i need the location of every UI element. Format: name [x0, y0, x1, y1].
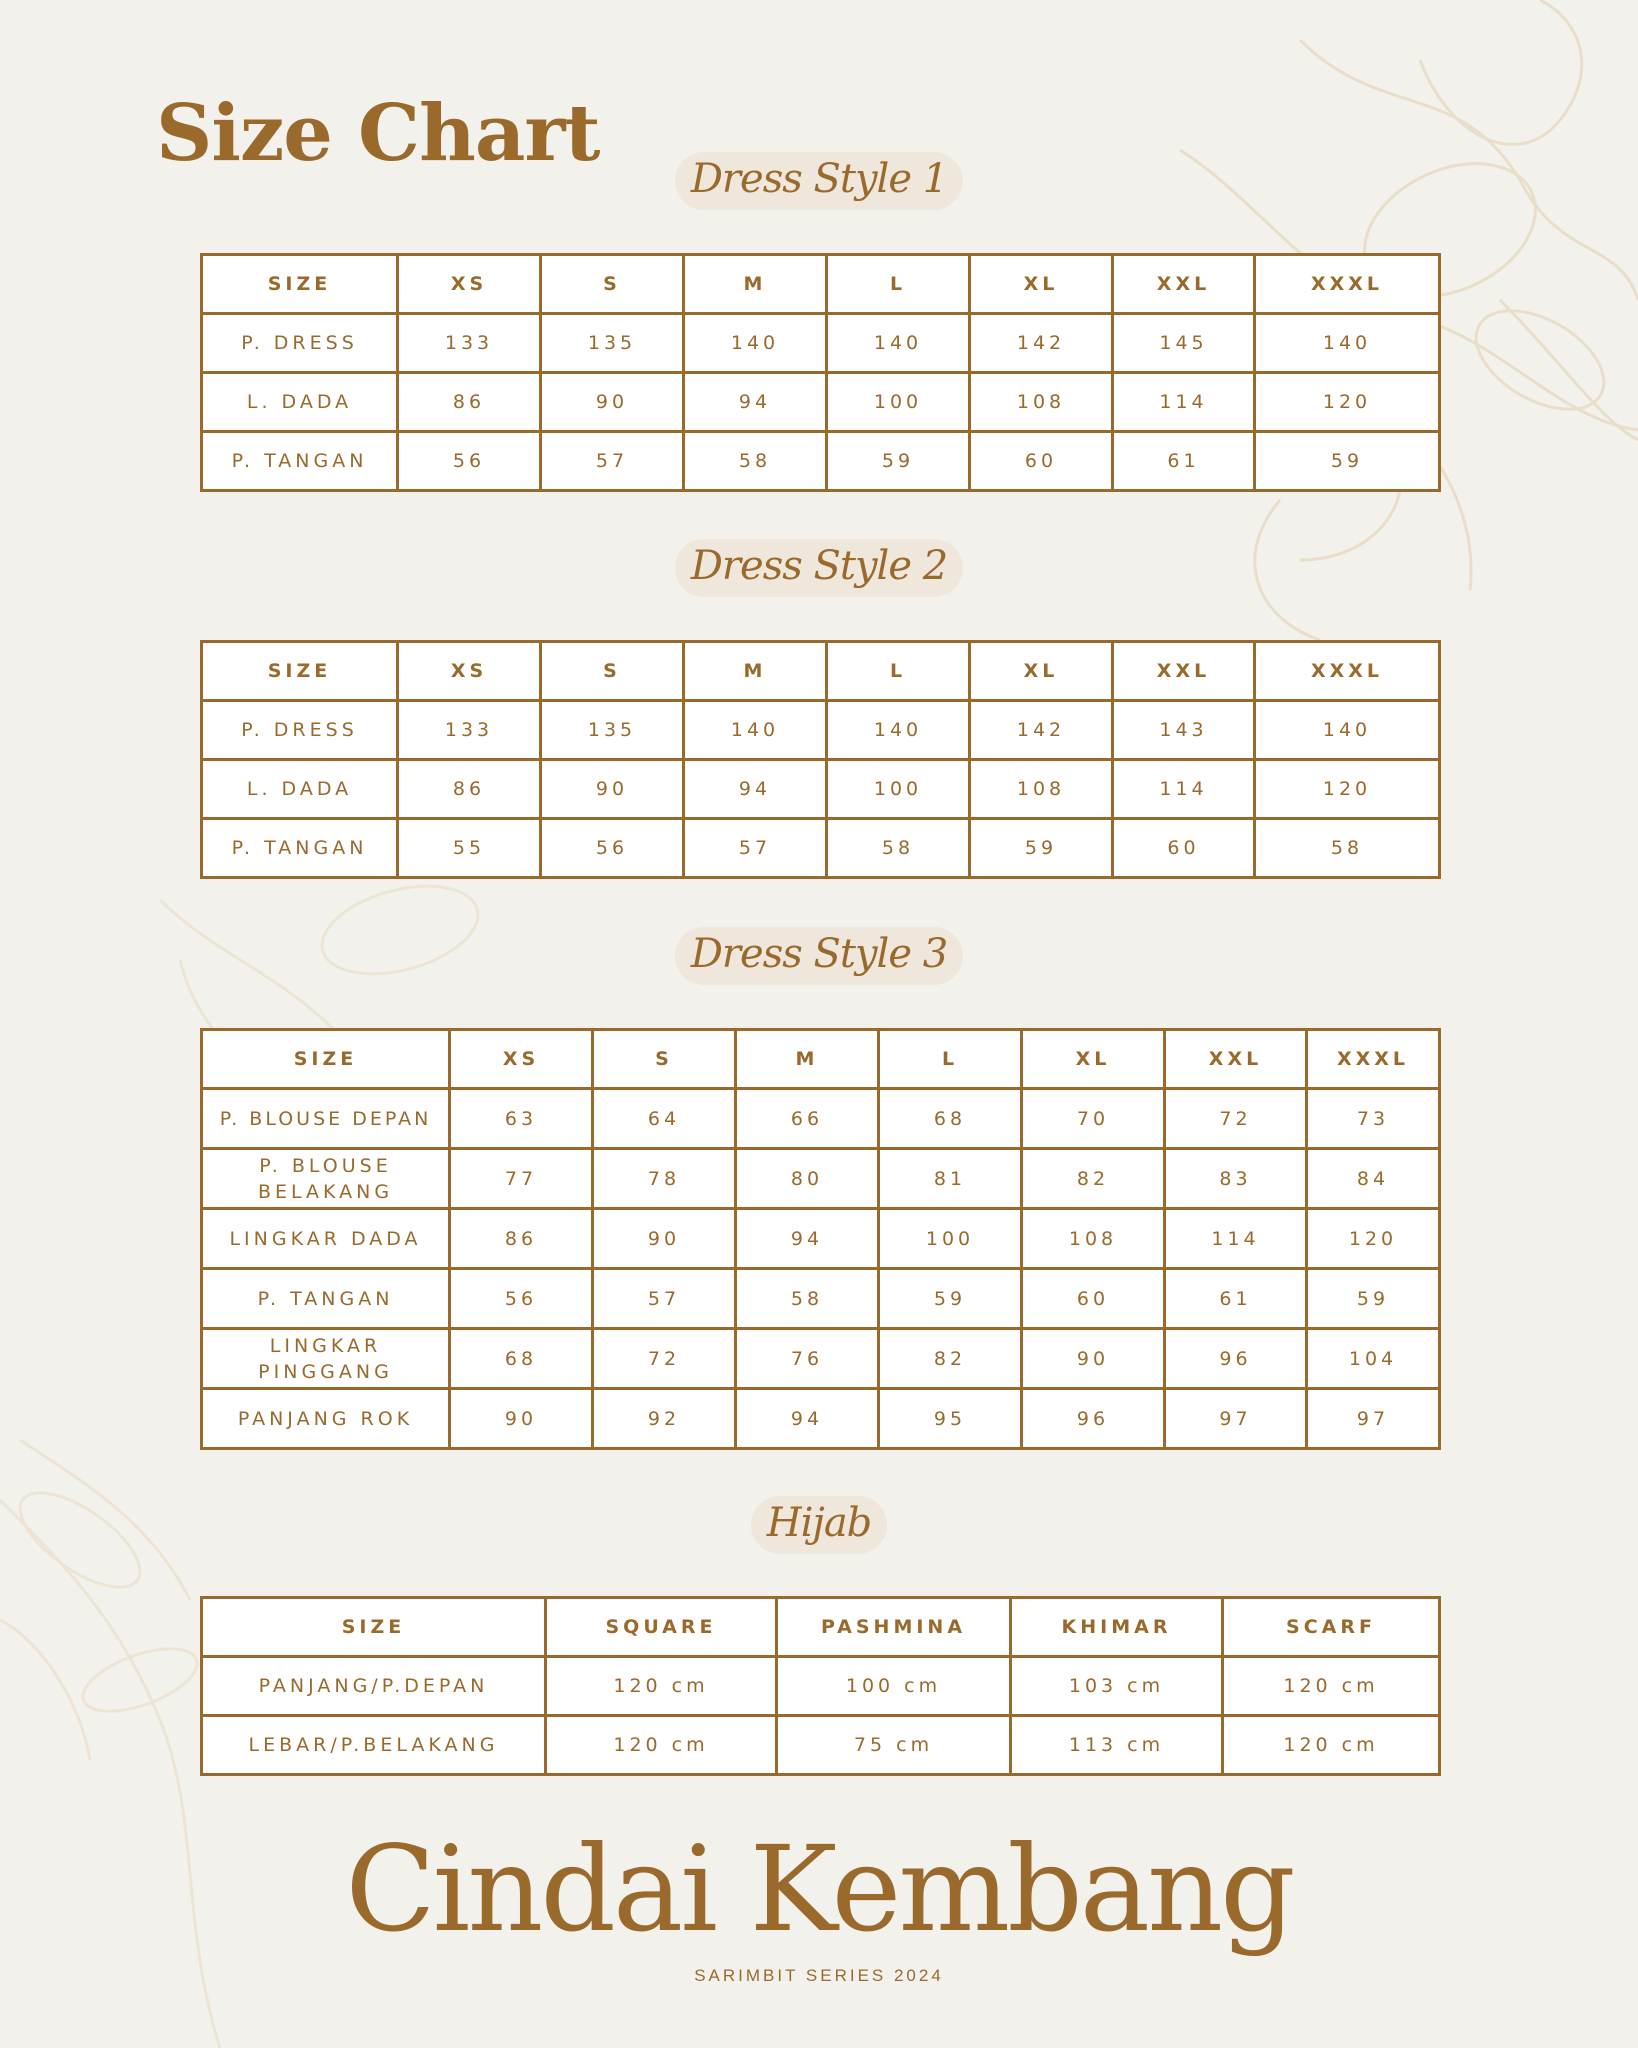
header-row	[202, 1030, 1440, 1089]
table-cell: 60	[1022, 1269, 1165, 1329]
table-cell: 120	[1255, 760, 1440, 819]
table-row	[202, 1389, 1440, 1449]
header-cell: SIZE	[202, 1030, 450, 1089]
series-subtitle: SARIMBIT SERIES 2024	[694, 1966, 944, 1985]
size-table-dress-style-3	[200, 1028, 1441, 1450]
table-cell: 86	[398, 373, 541, 432]
section-dress-style-3	[0, 927, 1638, 985]
table-cell: 57	[541, 432, 684, 491]
section-dress-style-1	[0, 152, 1638, 210]
table-row	[202, 1716, 1440, 1775]
header-row	[202, 642, 1440, 701]
table-cell: 90	[450, 1389, 593, 1449]
header-cell: S	[541, 642, 684, 701]
table-row	[202, 760, 1440, 819]
table-cell: 96	[1165, 1329, 1307, 1389]
table-cell: 94	[736, 1209, 879, 1269]
table-cell: 86	[398, 760, 541, 819]
table-cell: 82	[879, 1329, 1022, 1389]
header-cell: XXL	[1113, 642, 1255, 701]
row-label: LINGKAR PINGGANG	[202, 1329, 450, 1389]
table-cell: 86	[450, 1209, 593, 1269]
table-cell: 104	[1307, 1329, 1440, 1389]
table-row	[202, 1269, 1440, 1329]
table-cell: 142	[970, 314, 1113, 373]
table-cell: 75 cm	[777, 1716, 1011, 1775]
table-cell: 108	[1022, 1209, 1165, 1269]
table-cell: 58	[684, 432, 827, 491]
header-cell: KHIMAR	[1011, 1598, 1223, 1657]
table-cell: 120	[1255, 373, 1440, 432]
table-cell: 73	[1307, 1089, 1440, 1149]
table-cell: 68	[879, 1089, 1022, 1149]
size-table-dress-style-2	[200, 640, 1441, 879]
table-cell: 81	[879, 1149, 1022, 1209]
brand-logo-text: Cindai Kembang	[345, 1820, 1293, 1958]
table-cell: 58	[736, 1269, 879, 1329]
row-label: P. TANGAN	[202, 819, 398, 878]
section-dress-style-2	[0, 539, 1638, 597]
table-cell: 95	[879, 1389, 1022, 1449]
table-cell: 61	[1165, 1269, 1307, 1329]
table-cell: 140	[1255, 701, 1440, 760]
table-cell: 56	[541, 819, 684, 878]
header-cell: SCARF	[1223, 1598, 1440, 1657]
table-cell: 94	[684, 373, 827, 432]
row-label: P. DRESS	[202, 314, 398, 373]
header-cell: XS	[398, 642, 541, 701]
row-label: L. DADA	[202, 373, 398, 432]
table-cell: 59	[1307, 1269, 1440, 1329]
section-title: Hijab	[751, 1496, 888, 1554]
table-cell: 83	[1165, 1149, 1307, 1209]
table-cell: 59	[970, 819, 1113, 878]
header-cell: M	[684, 642, 827, 701]
table-cell: 97	[1165, 1389, 1307, 1449]
table-cell: 96	[1022, 1389, 1165, 1449]
table-cell: 114	[1113, 373, 1255, 432]
header-cell: S	[593, 1030, 736, 1089]
row-label: PANJANG ROK	[202, 1389, 450, 1449]
header-row	[202, 255, 1440, 314]
table-cell: 140	[684, 314, 827, 373]
table-cell: 120	[1307, 1209, 1440, 1269]
table-row	[202, 314, 1440, 373]
table-row	[202, 1149, 1440, 1209]
table-cell: 97	[1307, 1389, 1440, 1449]
table-cell: 59	[827, 432, 970, 491]
table-cell: 72	[593, 1329, 736, 1389]
header-cell: XXXL	[1255, 642, 1440, 701]
table-cell: 113 cm	[1011, 1716, 1223, 1775]
table-cell: 64	[593, 1089, 736, 1149]
table-cell: 100	[879, 1209, 1022, 1269]
table-cell: 66	[736, 1089, 879, 1149]
table-cell: 94	[684, 760, 827, 819]
table-cell: 135	[541, 701, 684, 760]
table-cell: 120 cm	[546, 1657, 777, 1716]
table-cell: 120 cm	[1223, 1657, 1440, 1716]
table-cell: 60	[970, 432, 1113, 491]
table-cell: 59	[1255, 432, 1440, 491]
table-cell: 140	[1255, 314, 1440, 373]
table-cell: 59	[879, 1269, 1022, 1329]
table-cell: 120 cm	[546, 1716, 777, 1775]
table-cell: 76	[736, 1329, 879, 1389]
table-cell: 114	[1113, 760, 1255, 819]
table-cell: 133	[398, 314, 541, 373]
table-cell: 90	[541, 760, 684, 819]
table-cell: 84	[1307, 1149, 1440, 1209]
size-table-dress-style-1	[200, 253, 1441, 492]
table-row	[202, 1209, 1440, 1269]
header-cell: L	[827, 642, 970, 701]
header-cell: SIZE	[202, 642, 398, 701]
header-cell: M	[684, 255, 827, 314]
table-cell: 100	[827, 760, 970, 819]
row-label: LEBAR/P.BELAKANG	[202, 1716, 546, 1775]
row-label: L. DADA	[202, 760, 398, 819]
page-title: Size Chart	[156, 88, 600, 179]
table-row	[202, 1089, 1440, 1149]
table-cell: 140	[684, 701, 827, 760]
table-row	[202, 1329, 1440, 1389]
header-cell: L	[879, 1030, 1022, 1089]
header-cell: XXL	[1165, 1030, 1307, 1089]
row-label: P. DRESS	[202, 701, 398, 760]
table-cell: 57	[593, 1269, 736, 1329]
table-cell: 140	[827, 314, 970, 373]
header-cell: XXL	[1113, 255, 1255, 314]
header-cell: XS	[450, 1030, 593, 1089]
size-table-hijab	[200, 1596, 1441, 1776]
header-cell: XL	[970, 255, 1113, 314]
table-cell: 103 cm	[1011, 1657, 1223, 1716]
table-cell: 140	[827, 701, 970, 760]
header-cell: SIZE	[202, 1598, 546, 1657]
header-cell: XXXL	[1307, 1030, 1440, 1089]
table-cell: 143	[1113, 701, 1255, 760]
table-cell: 142	[970, 701, 1113, 760]
table-cell: 57	[684, 819, 827, 878]
table-cell: 82	[1022, 1149, 1165, 1209]
row-label: PANJANG/P.DEPAN	[202, 1657, 546, 1716]
section-title: Dress Style 3	[675, 927, 963, 985]
header-cell: M	[736, 1030, 879, 1089]
table-cell: 90	[541, 373, 684, 432]
row-label: P. BLOUSE BELAKANG	[202, 1149, 450, 1209]
table-cell: 100	[827, 373, 970, 432]
section-hijab	[0, 1496, 1638, 1554]
header-cell: XXXL	[1255, 255, 1440, 314]
table-cell: 114	[1165, 1209, 1307, 1269]
table-cell: 90	[1022, 1329, 1165, 1389]
table-cell: 68	[450, 1329, 593, 1389]
table-row	[202, 701, 1440, 760]
table-row	[202, 432, 1440, 491]
section-title: Dress Style 2	[675, 539, 963, 597]
table-cell: 92	[593, 1389, 736, 1449]
header-cell: XL	[970, 642, 1113, 701]
table-cell: 58	[827, 819, 970, 878]
table-cell: 63	[450, 1089, 593, 1149]
header-cell: XS	[398, 255, 541, 314]
row-label: P. BLOUSE DEPAN	[202, 1089, 450, 1149]
table-cell: 58	[1255, 819, 1440, 878]
header-cell: SIZE	[202, 255, 398, 314]
header-cell: L	[827, 255, 970, 314]
table-cell: 70	[1022, 1089, 1165, 1149]
table-cell: 77	[450, 1149, 593, 1209]
header-cell: SQUARE	[546, 1598, 777, 1657]
table-cell: 55	[398, 819, 541, 878]
table-cell: 120 cm	[1223, 1716, 1440, 1775]
table-cell: 133	[398, 701, 541, 760]
section-title: Dress Style 1	[675, 152, 963, 210]
row-label: P. TANGAN	[202, 432, 398, 491]
table-cell: 61	[1113, 432, 1255, 491]
table-row	[202, 1657, 1440, 1716]
table-cell: 90	[593, 1209, 736, 1269]
header-cell: S	[541, 255, 684, 314]
table-cell: 78	[593, 1149, 736, 1209]
table-cell: 94	[736, 1389, 879, 1449]
header-cell: PASHMINA	[777, 1598, 1011, 1657]
table-row	[202, 373, 1440, 432]
header-row	[202, 1598, 1440, 1657]
header-cell: XL	[1022, 1030, 1165, 1089]
table-cell: 72	[1165, 1089, 1307, 1149]
table-cell: 60	[1113, 819, 1255, 878]
table-cell: 80	[736, 1149, 879, 1209]
table-cell: 108	[970, 373, 1113, 432]
table-cell: 108	[970, 760, 1113, 819]
row-label: LINGKAR DADA	[202, 1209, 450, 1269]
table-cell: 135	[541, 314, 684, 373]
table-cell: 56	[398, 432, 541, 491]
table-cell: 100 cm	[777, 1657, 1011, 1716]
table-cell: 56	[450, 1269, 593, 1329]
table-cell: 145	[1113, 314, 1255, 373]
row-label: P. TANGAN	[202, 1269, 450, 1329]
table-row	[202, 819, 1440, 878]
